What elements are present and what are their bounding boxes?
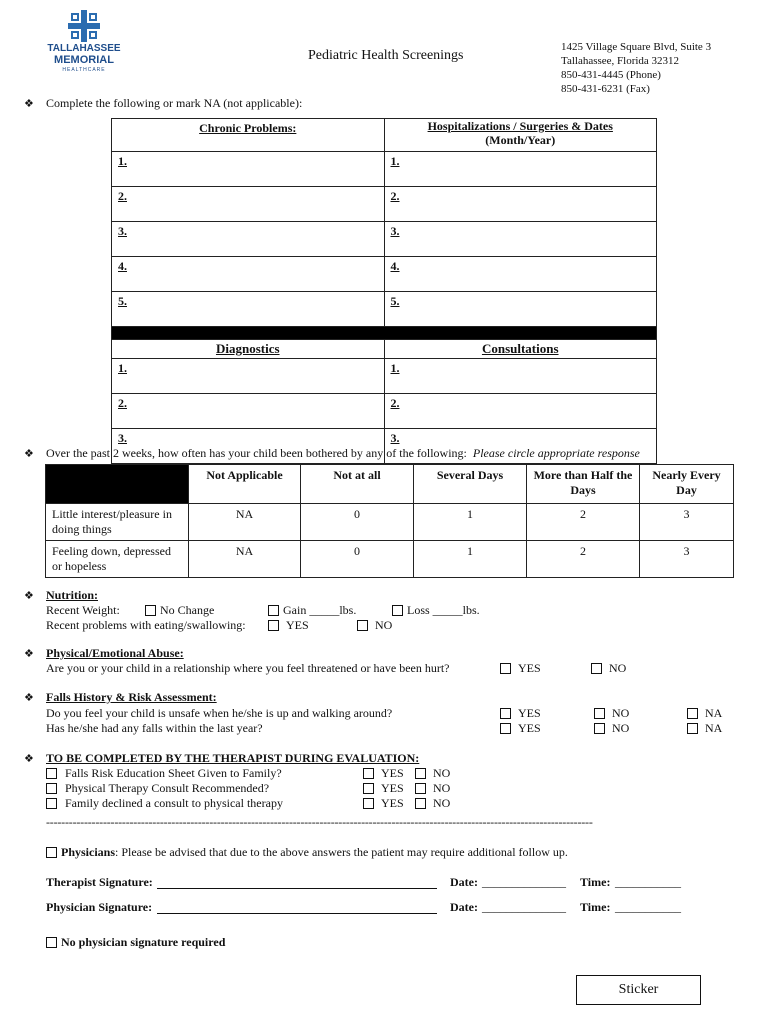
chronic-row-3[interactable]: 3. <box>112 222 385 257</box>
eating-no-checkbox[interactable] <box>357 620 368 631</box>
consult-row-1[interactable]: 1. <box>384 359 657 394</box>
gain-checkbox[interactable] <box>268 605 279 616</box>
logo-line3: HEALTHCARE <box>62 67 106 73</box>
eating-no-option[interactable]: NO <box>357 618 392 633</box>
physician-time-blank[interactable]: ___________ <box>615 900 681 914</box>
therapist-item3[interactable]: Family declined a consult to physical therapy <box>46 796 283 811</box>
hosp-row-1[interactable]: 1. <box>384 152 657 187</box>
therapist-item2[interactable]: Physical Therapy Consult Recommended? <box>46 781 269 796</box>
dashed-divider: ------------------------------------------------------------------------------------------------------------------------------------------------ <box>46 815 593 829</box>
hosp-row-5[interactable]: 5. <box>384 292 657 327</box>
address-line1: 1425 Village Square Blvd, Suite 3 <box>561 41 712 53</box>
row1-2[interactable]: 2 <box>527 504 640 541</box>
gain-option[interactable]: Gain _____lbs. <box>268 603 356 618</box>
abuse-no-checkbox[interactable] <box>591 663 602 674</box>
mood-table <box>45 464 734 578</box>
diagnostics-row-3[interactable]: 3. <box>112 429 385 464</box>
header-nearly-every-day: Nearly Every Day <box>640 465 734 504</box>
loss-option[interactable]: Loss _____lbs. <box>392 603 480 618</box>
falls-q2-yes-option[interactable]: YES <box>500 721 541 736</box>
eating-yes-option[interactable]: YES <box>268 618 309 633</box>
address-block <box>561 40 711 96</box>
therapist-signature-label: Therapist Signature: <box>46 875 153 889</box>
cross-logo-icon <box>68 10 100 42</box>
logo-line1: TALLAHASSEE <box>47 43 121 54</box>
item3-yes-option[interactable]: YES <box>363 796 404 811</box>
diagnostics-header: Diagnostics <box>112 340 385 359</box>
header-not-at-all: Not at all <box>301 465 414 504</box>
diagnostics-row-2[interactable]: 2. <box>112 394 385 429</box>
therapist-item1[interactable]: Falls Risk Education Sheet Given to Family? <box>46 766 282 781</box>
falls-heading: Falls History & Risk Assessment: <box>46 690 217 704</box>
phone: 850-431-4445 (Phone) <box>561 69 661 81</box>
therapist-signature-line[interactable] <box>157 874 437 889</box>
item1-no-checkbox[interactable] <box>415 768 426 779</box>
row2-3[interactable]: 3 <box>640 541 734 578</box>
diamond-bullet-icon: ❖ <box>24 753 34 765</box>
item1-no-option[interactable]: NO <box>415 766 450 781</box>
item1-yes-checkbox[interactable] <box>363 768 374 779</box>
physician-time-label: Time: <box>580 900 611 914</box>
falls-q1-yes-option[interactable]: YES <box>500 706 541 721</box>
abuse-yes-option[interactable]: YES <box>500 661 541 676</box>
physician-signature-label: Physician Signature: <box>46 900 153 914</box>
row1-na[interactable]: NA <box>189 504 301 541</box>
chronic-problems-header: Chronic Problems: <box>112 119 385 152</box>
therapist-time-blank[interactable]: ___________ <box>615 875 681 889</box>
mood-header-blank <box>46 465 189 504</box>
therapist-time-label: Time: <box>580 875 611 889</box>
no-signature-option[interactable]: No physician signature required <box>46 935 225 950</box>
history-table <box>111 118 657 464</box>
row1-0[interactable]: 0 <box>301 504 414 541</box>
loss-checkbox[interactable] <box>392 605 403 616</box>
item2-yes-checkbox[interactable] <box>363 783 374 794</box>
falls-q1-no-option[interactable]: NO <box>594 706 629 721</box>
nutrition-heading: Nutrition: <box>46 588 98 602</box>
chronic-row-2[interactable]: 2. <box>112 187 385 222</box>
fax: 850-431-6231 (Fax) <box>561 83 650 95</box>
abuse-question: Are you or your child in a relationship where you feel threatened or have been hurt? <box>46 661 450 675</box>
item1-checkbox[interactable] <box>46 768 57 779</box>
physicians-checkbox[interactable] <box>46 847 57 858</box>
diamond-bullet-icon: ❖ <box>24 648 34 660</box>
row2-na[interactable]: NA <box>189 541 301 578</box>
diamond-bullet-icon: ❖ <box>24 692 34 704</box>
mood-question: Over the past 2 weeks, how often has your child been bothered by any of the following: Please circle appropriate response <box>46 446 640 460</box>
chronic-row-1[interactable]: 1. <box>112 152 385 187</box>
item2-no-checkbox[interactable] <box>415 783 426 794</box>
falls-q1-na-checkbox[interactable] <box>687 708 698 719</box>
consult-row-2[interactable]: 2. <box>384 394 657 429</box>
item2-checkbox[interactable] <box>46 783 57 794</box>
physician-signature-line[interactable] <box>157 899 437 914</box>
row2-2[interactable]: 2 <box>527 541 640 578</box>
header-several-days: Several Days <box>414 465 527 504</box>
eating-problems-label: Recent problems with eating/swallowing: <box>46 618 246 632</box>
hosp-row-3[interactable]: 3. <box>384 222 657 257</box>
falls-q2-no-checkbox[interactable] <box>594 723 605 734</box>
therapist-date-blank[interactable]: ______________ <box>482 875 566 889</box>
row-label-interest: Little interest/pleasure in doing things <box>46 504 189 541</box>
chronic-row-5[interactable]: 5. <box>112 292 385 327</box>
diamond-bullet-icon: ❖ <box>24 98 34 110</box>
falls-q1-no-checkbox[interactable] <box>594 708 605 719</box>
chronic-row-4[interactable]: 4. <box>112 257 385 292</box>
logo <box>42 10 126 80</box>
consultations-header: Consultations <box>384 340 657 359</box>
abuse-yes-checkbox[interactable] <box>500 663 511 674</box>
falls-q2-na-checkbox[interactable] <box>687 723 698 734</box>
page-title: Pediatric Health Screenings <box>308 48 464 63</box>
hosp-row-2[interactable]: 2. <box>384 187 657 222</box>
item1-yes-option[interactable]: YES <box>363 766 404 781</box>
eating-yes-checkbox[interactable] <box>268 620 279 631</box>
logo-line2: MEMORIAL <box>54 54 114 66</box>
consult-row-3[interactable]: 3. <box>384 429 657 464</box>
therapist-heading: TO BE COMPLETED BY THE THERAPIST DURING EVALUATION: <box>46 751 420 765</box>
no-change-option[interactable]: No Change <box>145 603 214 618</box>
row1-3[interactable]: 3 <box>640 504 734 541</box>
physicians-note[interactable]: Physicians: Please be advised that due to the above answers the patient may require additional follow up. <box>46 845 568 860</box>
diamond-bullet-icon: ❖ <box>24 590 34 602</box>
abuse-no-option[interactable]: NO <box>591 661 626 676</box>
item3-no-checkbox[interactable] <box>415 798 426 809</box>
black-divider-bar <box>112 327 657 340</box>
no-change-checkbox[interactable] <box>145 605 156 616</box>
falls-q2-na-option[interactable]: NA <box>687 721 722 736</box>
falls-q2: Has he/she had any falls within the last year? <box>46 721 263 735</box>
header-not-applicable: Not Applicable <box>189 465 301 504</box>
section1-instruction: Complete the following or mark NA (not applicable): <box>46 96 303 110</box>
recent-weight-label: Recent Weight: <box>46 603 120 617</box>
falls-q2-no-option[interactable]: NO <box>594 721 629 736</box>
address-line2: Tallahassee, Florida 32312 <box>561 55 680 67</box>
physician-date-label: Date: <box>450 900 478 914</box>
row2-1[interactable]: 1 <box>414 541 527 578</box>
therapist-date-label: Date: <box>450 875 478 889</box>
diamond-bullet-icon: ❖ <box>24 448 34 460</box>
falls-q1: Do you feel your child is unsafe when he/she is up and walking around? <box>46 706 393 720</box>
sticker-label: Sticker <box>618 982 659 997</box>
abuse-heading: Physical/Emotional Abuse: <box>46 646 184 660</box>
physician-date-blank[interactable]: ______________ <box>482 900 566 914</box>
item2-yes-option[interactable]: YES <box>363 781 404 796</box>
falls-q1-na-option[interactable]: NA <box>687 706 722 721</box>
row2-0[interactable]: 0 <box>301 541 414 578</box>
item3-yes-checkbox[interactable] <box>363 798 374 809</box>
falls-q1-yes-checkbox[interactable] <box>500 708 511 719</box>
item3-checkbox[interactable] <box>46 798 57 809</box>
diagnostics-row-1[interactable]: 1. <box>112 359 385 394</box>
row-label-feeling-down: Feeling down, depressed or hopeless <box>46 541 189 578</box>
item3-no-option[interactable]: NO <box>415 796 450 811</box>
falls-q2-yes-checkbox[interactable] <box>500 723 511 734</box>
hospitalizations-header: Hospitalizations / Surgeries & Dates (Month/Year) <box>384 119 657 152</box>
item2-no-option[interactable]: NO <box>415 781 450 796</box>
no-signature-checkbox[interactable] <box>46 937 57 948</box>
header-more-than-half: More than Half the Days <box>527 465 640 504</box>
sticker-box <box>576 975 701 1005</box>
hosp-row-4[interactable]: 4. <box>384 257 657 292</box>
row1-1[interactable]: 1 <box>414 504 527 541</box>
